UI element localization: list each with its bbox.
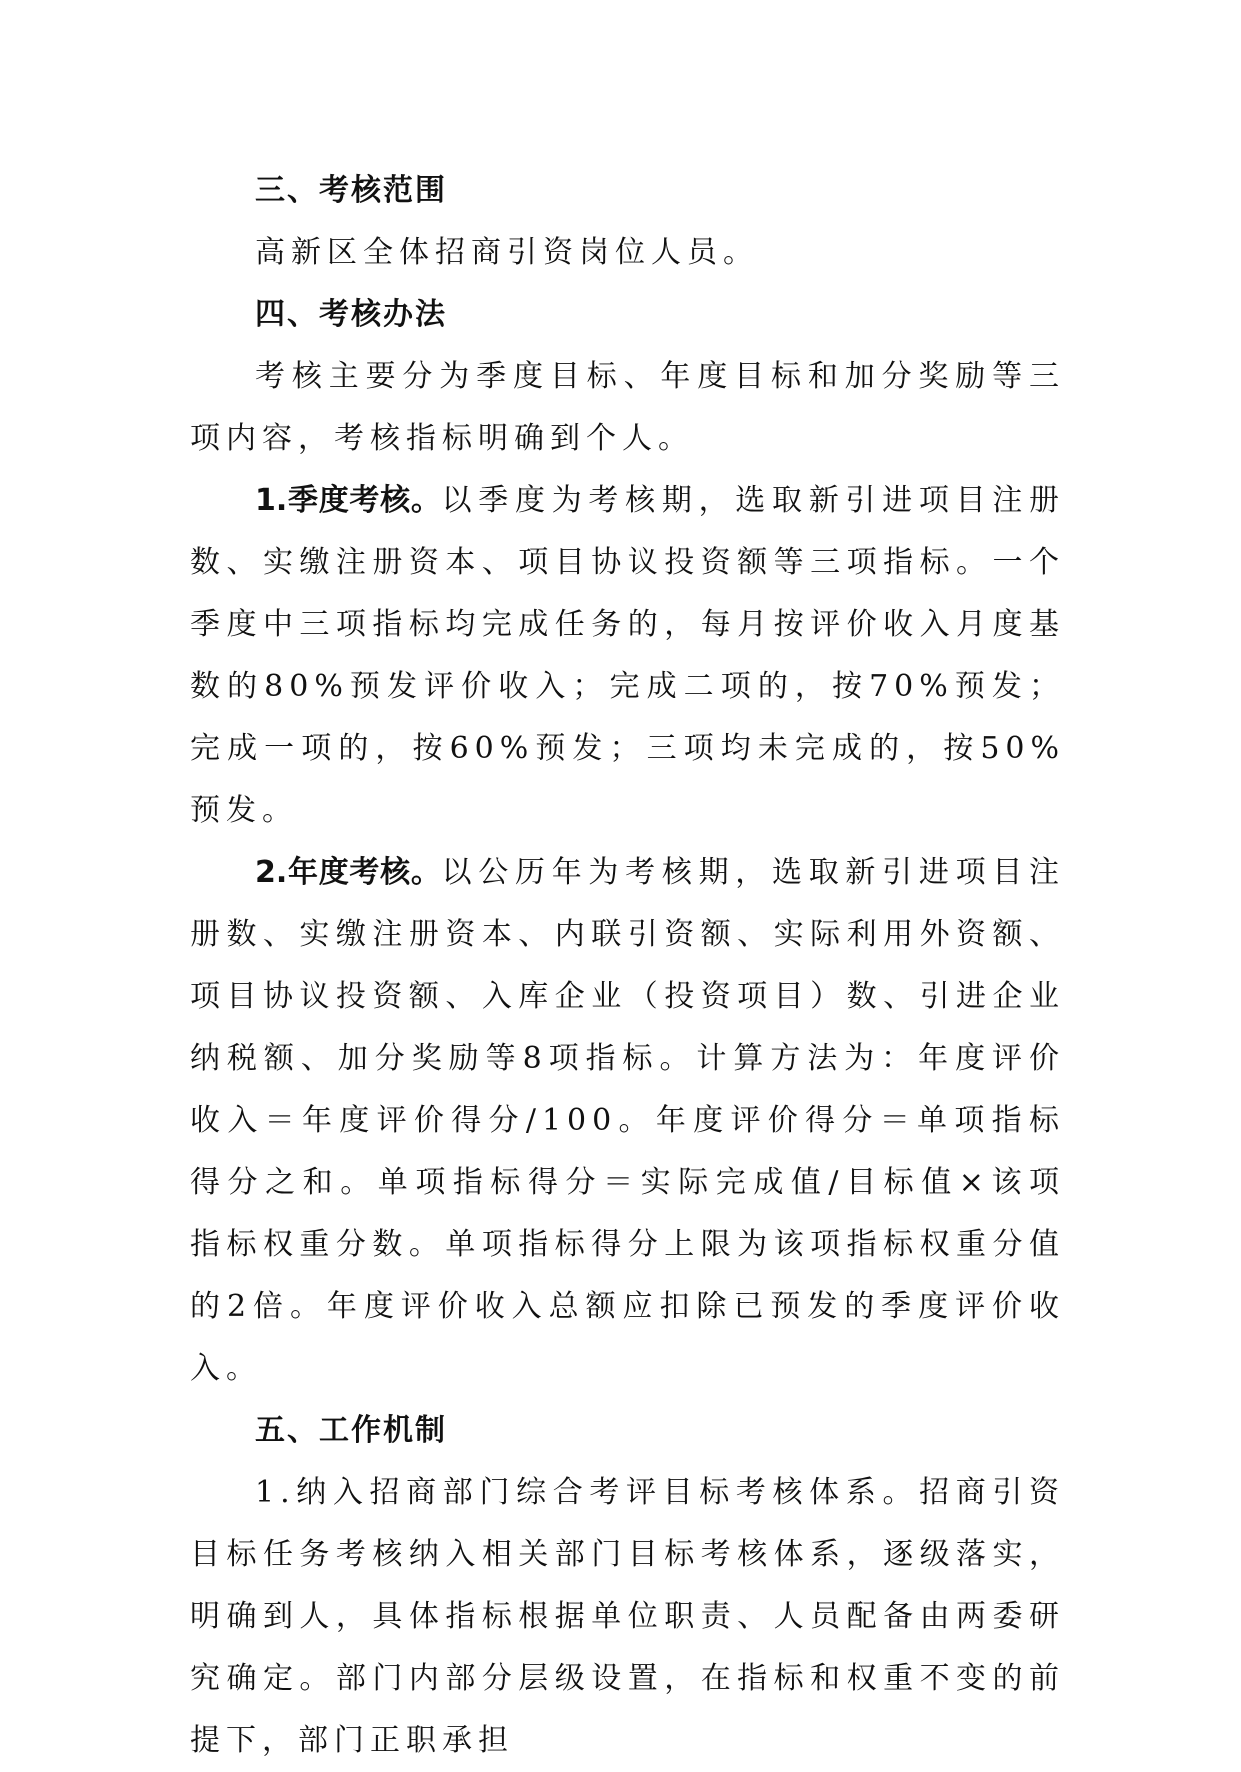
section-3-heading: 三、考核范围 (255, 173, 447, 208)
item-2-lead: 2.年度考核。 (255, 855, 442, 890)
section-5-heading: 五、工作机制 (255, 1413, 447, 1448)
section-4-intro: 考核主要分为季度目标、年度目标和加分奖励等三项内容，考核指标明确到个人。 (190, 359, 1065, 456)
item-1-lead: 1.季度考核。 (255, 483, 442, 518)
section-4-item-2 (190, 842, 1065, 1400)
section-5-item-1: 1.纳入招商部门综合考评目标考核体系。招商引资目标任务考核纳入相关部门目标考核体系，逐级落实，明确到人，具体指标根据单位职责、人员配备由两委研究确定。部门内部分层级设置，在指标和权重不变的前提下，部门正职承担 (190, 1475, 1065, 1758)
item-1-text: 以季度为考核期，选取新引进项目注册数、实缴注册资本、项目协议投资额等三项指标。一个季度中三项指标均完成任务的，每月按评价收入月度基数的80%预发评价收入；完成二项的，按70%预发；完成一项的，按60%预发；三项均未完成的，按50%预发。 (190, 483, 1065, 828)
section-4-item-1 (190, 470, 1065, 842)
section-3-body: 高新区全体招商引资岗位人员。 (255, 235, 759, 270)
section-4-heading: 四、考核办法 (255, 297, 447, 332)
item-2-text: 以公历年为考核期，选取新引进项目注册数、实缴注册资本、内联引资额、实际利用外资额、项目协议投资额、入库企业（投资项目）数、引进企业纳税额、加分奖励等8项指标。计算方法为：年度评价收入＝年度评价得分/100。年度评价得分＝单项指标得分之和。单项指标得分＝实际完成值/目标值×该项指标权重分数。单项指标得分上限为该项指标权重分值的2倍。年度评价收入总额应扣除已预发的季度评价收入。 (190, 855, 1065, 1386)
document-content (190, 160, 1065, 1772)
